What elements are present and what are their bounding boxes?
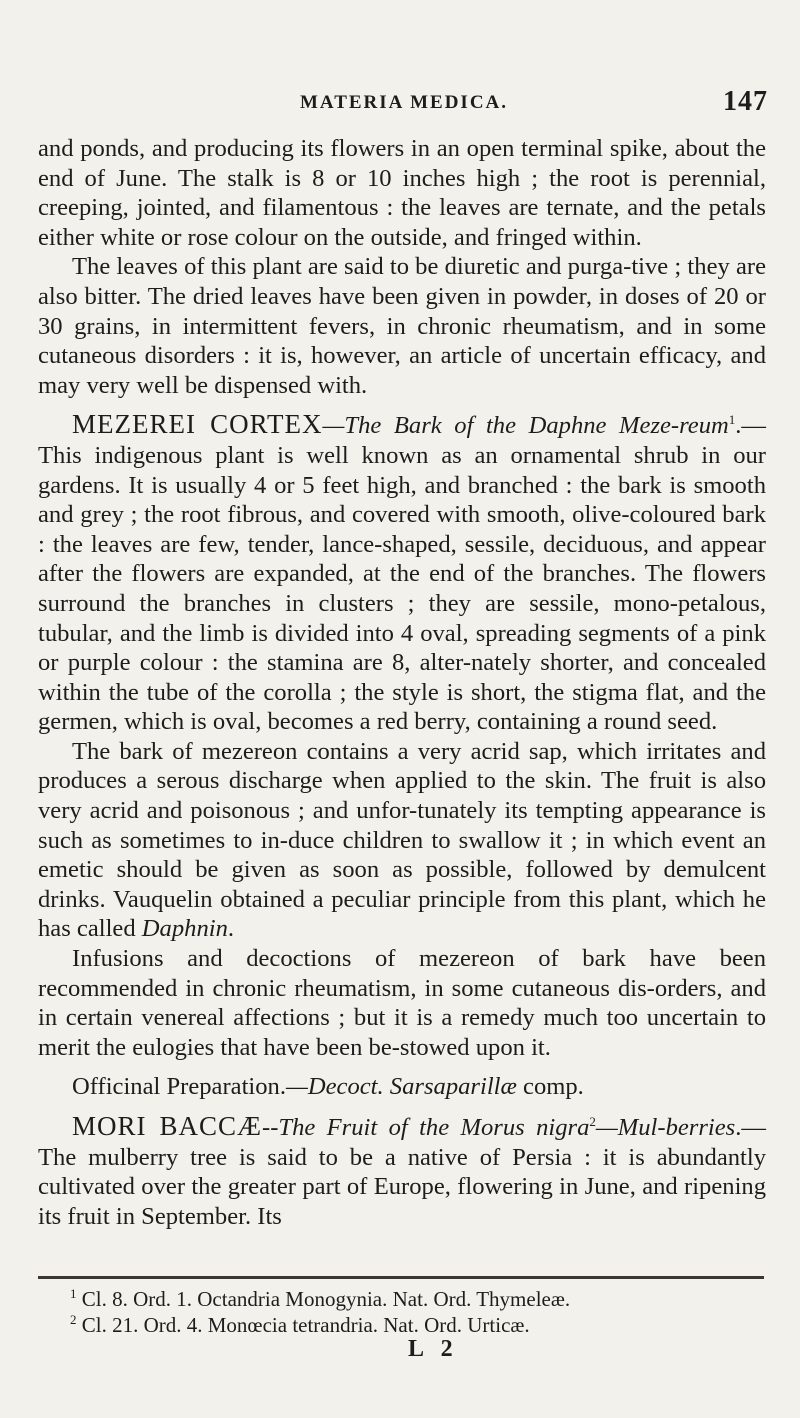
entry-mezerei: [38, 410, 766, 737]
entry-subheading: —The Bark of the Daphne Meze-reum: [322, 412, 729, 440]
paragraph-diuretic: The leaves of this plant are said to be diuretic and purga-tive ; they are also bitter. The dried leaves have been given in powder, in doses of 20 or 30 grains, in intermittent fevers, in chronic rheumatism, and in some cutaneous disorders : it is, however, an article of uncertain efficacy, and may very well be dispensed with.: [38, 253, 766, 399]
body-text: [38, 134, 766, 1231]
preparation-label: Officinal Preparation.: [72, 1073, 286, 1101]
preparation-suffix: comp.: [516, 1073, 584, 1101]
footnotes: [70, 1286, 760, 1338]
entry-heading: MORI BACCÆ: [72, 1111, 263, 1141]
signature-mark: L 2: [408, 1336, 459, 1362]
entry-text: .—This indigenous plant is well known as an ornamental shrub in our gardens. It is usually 4 or 5 feet high, and branched : the bark is smooth and grey ; the root fibrous, and covered with smooth, olive-coloured bark : the leaves are few, tender, lance-shaped, sessile, deciduous, and appear after the flowers are expanded, at the end of the branches. The flowers surround the branches in clusters ; they are sessile, mono-petalous, tubular, and the limb is divided into 4 oval, spreading segments of a pink or purple colour : the stamina are 8, alter-nately shorter, and concealed within the tube of the corolla ; the style is short, the stigma flat, and the germen, which is oval, becomes a red berry, containing a round seed.: [38, 412, 767, 736]
footnote-text: Cl. 8. Ord. 1. Octandria Monogynia. Nat. Ord. Thymeleæ.: [81, 1287, 571, 1311]
italic-term: Daphnin: [141, 915, 228, 943]
footnote: [70, 1312, 760, 1338]
footnote-mark: 2: [589, 1113, 596, 1129]
footnote-mark: 1: [728, 412, 736, 428]
preparation-name: —Decoct. Sarsaparillæ: [285, 1073, 517, 1101]
paragraph-bark: [38, 737, 766, 944]
footnote-mark: 2: [70, 1312, 77, 1327]
paragraph-text-end: .: [227, 915, 235, 943]
entry-mori: [38, 1112, 766, 1231]
footnote: [70, 1286, 760, 1312]
running-head: [38, 86, 770, 122]
entry-subheading-end: —Mul-berries: [595, 1114, 736, 1141]
footnote-text: Cl. 21. Ord. 4. Monœcia tetrandria. Nat. Ord. Urticæ.: [81, 1313, 530, 1337]
entry-subheading: --The Fruit of the Morus nigra: [262, 1114, 590, 1141]
paragraph-continuation: and ponds, and producing its flowers in an open terminal spike, about the end of June. The stalk is 8 or 10 inches high ; the root is perennial, creeping, jointed, and filamentous : the leaves are ternate, and the petals either white or rose colour on the outside, and fringed within.: [38, 135, 766, 251]
paragraph-text: The bark of mezereon contains a very acrid sap, which irritates and produces a serous discharge when applied to the skin. The fruit is also very acrid and poisonous ; and unfor-tunately its tempting appearance is such as sometimes to in-duce children to swallow it ; in which event an emetic should be given as soon as possible, followed by demulcent drinks. Vauquelin obtained a peculiar principle from this plant, which he has called: [38, 737, 766, 943]
footnote-rule: [38, 1276, 764, 1279]
running-title: MATERIA MEDICA.: [299, 92, 509, 113]
entry-heading: MEZEREI CORTEX: [72, 409, 323, 440]
paragraph-infusions: Infusions and decoctions of mezereon of bark have been recommended in chronic rheumatism, in some cutaneous dis-orders, and in certain venereal affections ; but it is a remedy much too uncertain to merit the eulogies that have been be-stowed upon it.: [38, 945, 766, 1061]
entry-text: .—The mulberry tree is said to be a native of Persia : it is abundantly cultivated over the greater part of Europe, flowering in June, and ripening its fruit in September. Its: [38, 1114, 766, 1230]
officinal-preparation: [38, 1072, 766, 1102]
footnote-mark: 1: [70, 1286, 77, 1301]
page-number: 147: [723, 86, 768, 117]
